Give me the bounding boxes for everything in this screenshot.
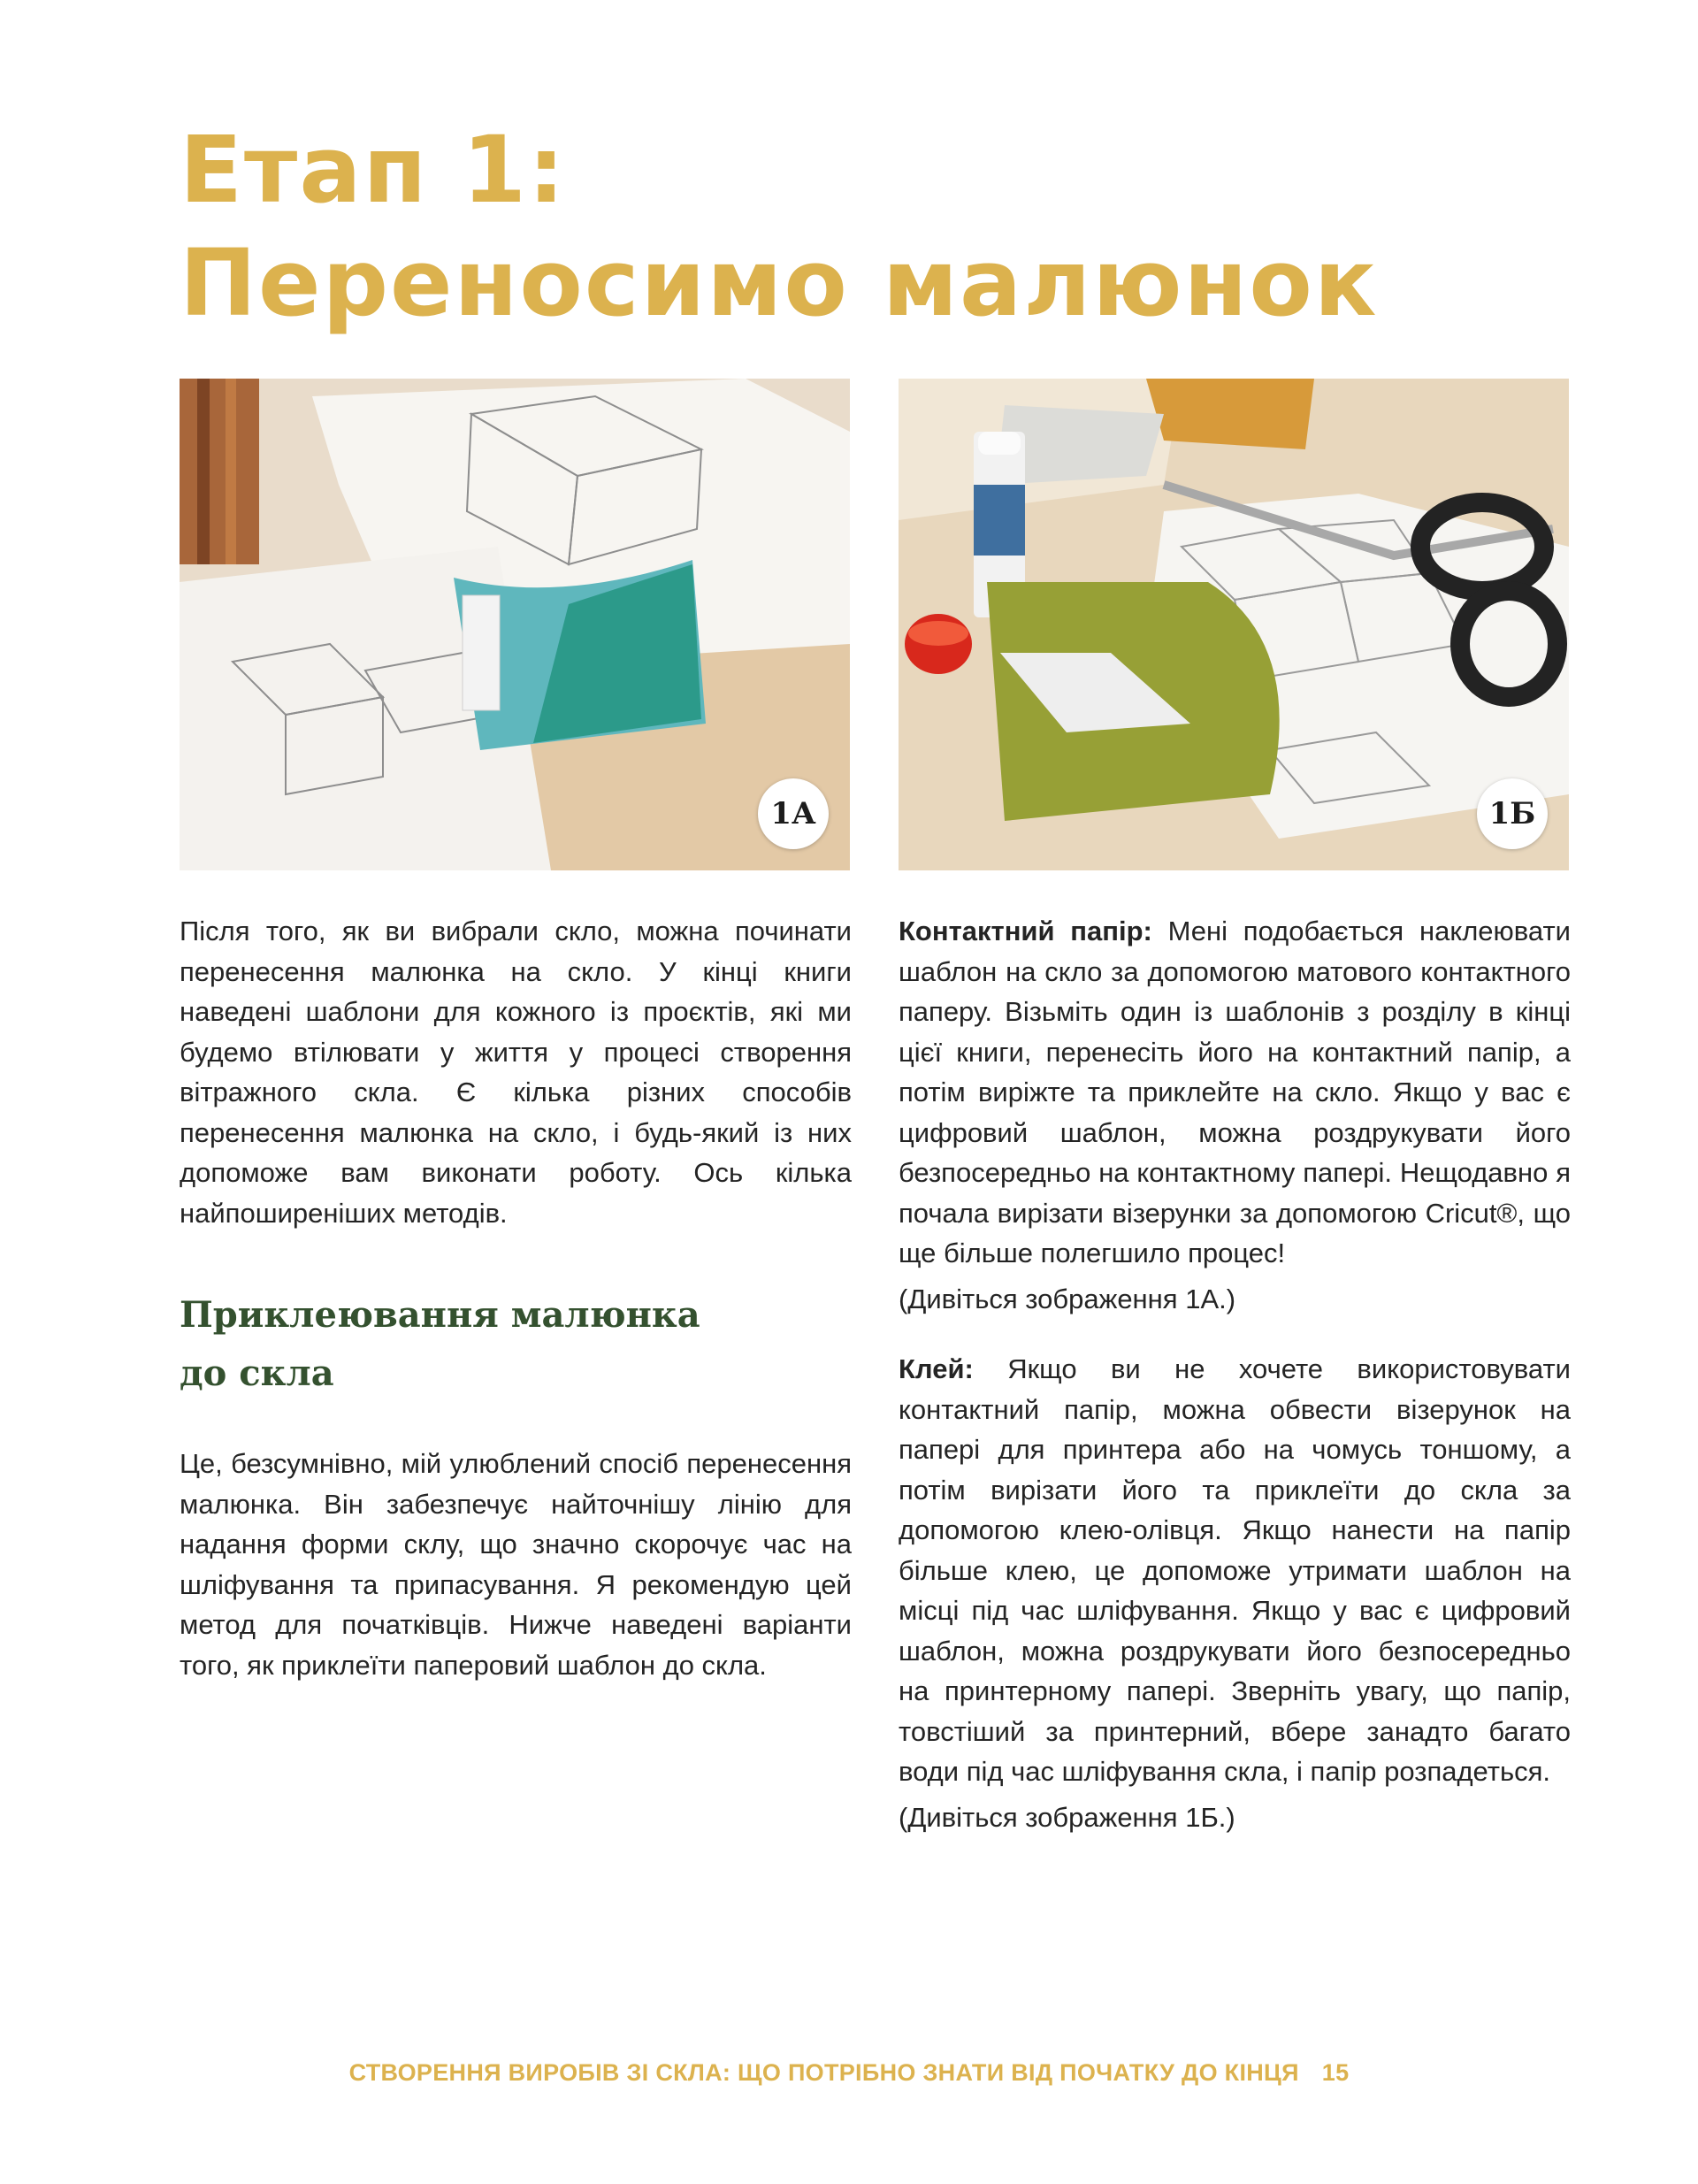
photo-1b-illustration bbox=[899, 379, 1569, 870]
method-paragraph: Це, безсумнівно, мій улюблений спосіб перенесення малюнка. Він забезпечує найточнішу лінію для надання форми склу, що значно скорочує час на шліфування та припасування. Я рекомендую цей метод для початківців. Нижче наведені варіанти того, як приклеїти паперовий шаблон до скла. bbox=[180, 1448, 852, 1681]
glue-paragraph bbox=[899, 1349, 1571, 1792]
image-badge-1a: 1А bbox=[758, 778, 829, 849]
section-heading bbox=[180, 1286, 852, 1403]
contact-paper-reference: (Дивіться зображення 1А.) bbox=[899, 1283, 1236, 1314]
title-line-2: Переносимо малюнок bbox=[180, 229, 1379, 337]
section-heading-line-2: до скла bbox=[180, 1353, 334, 1394]
photo-1a-illustration bbox=[180, 379, 850, 870]
contact-paper-lead: Контактний папір: bbox=[899, 916, 1152, 946]
photo-1b bbox=[899, 379, 1569, 870]
glue-text: Якщо ви не хочете використовувати контактний папір, можна обвести візерунок на папері для принтера або на чомусь тоншому, а потім вирізати його та приклеїти до скла за допомогою клею-олівця. Якщо нанести на папір більше клею, це допоможе утримати шаблон на місці під час шліфування. Якщо у вас є цифровий шаблон, можна роздрукувати його безпосередньо на принтерному папері. Зверніть увагу, що папір, товстіший за принтерний, вбере занадто багато води під час шліфування скла, і папір розпадеться. bbox=[899, 1353, 1571, 1787]
glue-reference: (Дивіться зображення 1Б.) bbox=[899, 1801, 1235, 1833]
left-column bbox=[180, 911, 852, 1685]
contact-paper-text: Мені подобається наклеювати шаблон на скло за допомогою матового контактного паперу. Візьміть один із шаблонів з розділу в кінці цієї книги, перенесіть його на контактний папір, а потім виріжте та приклейте на скло. Якщо у вас є цифровий шаблон, можна роздрукувати його безпосередньо на контактному папері. Нещодавно я почала вирізати візерунки за допомогою Cricut®, що ще більше полегшило процес! bbox=[899, 916, 1571, 1268]
glue-lead: Клей: bbox=[899, 1353, 974, 1384]
contact-paper-paragraph bbox=[899, 911, 1571, 1274]
section-heading-line-1: Приклеювання малюнка bbox=[180, 1294, 700, 1336]
footer-running-title: СТВОРЕННЯ ВИРОБІВ ЗІ СКЛА: ЩО ПОТРІБНО ЗНАТИ ВІД ПОЧАТКУ ДО КІНЦЯ bbox=[348, 2059, 1299, 2086]
right-column bbox=[899, 911, 1571, 1837]
page-title bbox=[180, 113, 1378, 340]
page-footer bbox=[0, 2059, 1698, 2087]
page-number: 15 bbox=[1321, 2059, 1350, 2086]
photo-1a bbox=[180, 379, 850, 870]
title-line-1: Етап 1: bbox=[180, 116, 567, 224]
image-badge-1b: 1Б bbox=[1477, 778, 1548, 849]
intro-paragraph: Після того, як ви вибрали скло, можна починати перенесення малюнка на скло. У кінці книги наведені шаблони для кожного із проєктів, які ми будемо втілювати у життя у процесі створення вітражного скла. Є кілька різних способів перенесення малюнка на скло, і будь-який із них допоможе вам виконати роботу. Ось кілька найпоширеніших методів. bbox=[180, 916, 852, 1229]
